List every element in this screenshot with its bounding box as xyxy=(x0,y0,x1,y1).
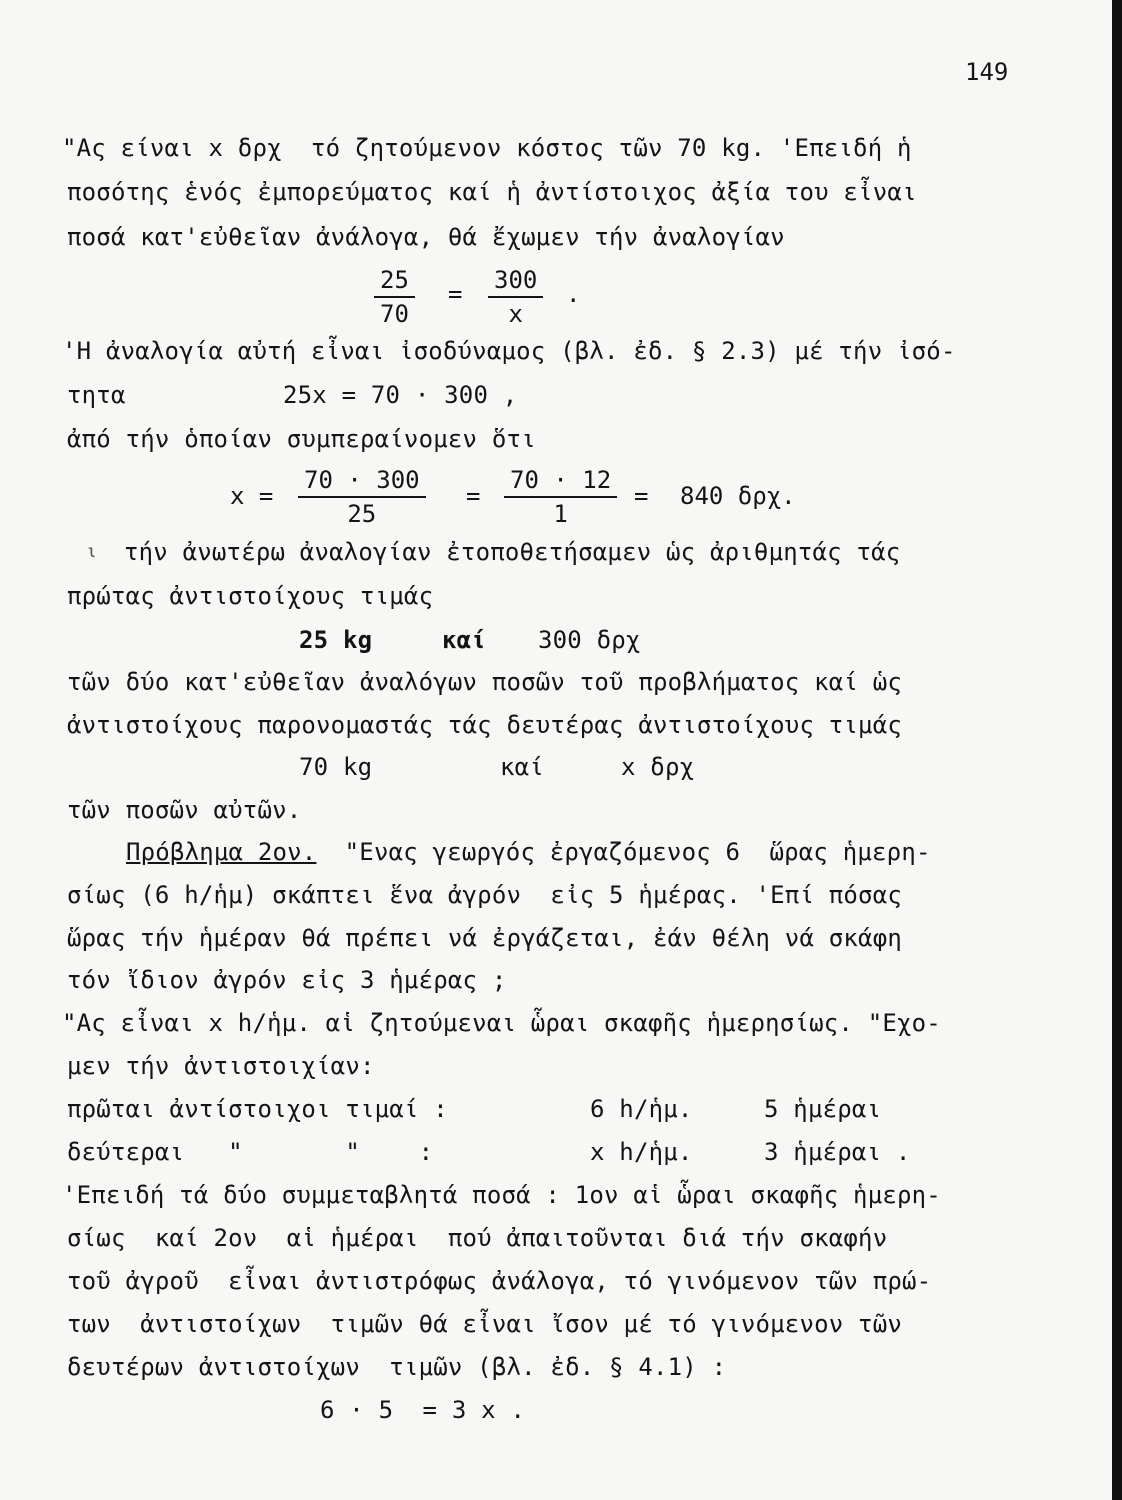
stray-mark: ι xyxy=(86,541,98,562)
text-line-14: τῶν ποσῶν αὐτῶν. xyxy=(67,796,302,824)
text-line-8: τήν ἀνωτέρω ἀναλογίαν ἐτοποθετήσαμεν ὡς ἀριθμητάς τάς xyxy=(124,538,901,566)
eq1-fraction-right xyxy=(488,266,543,328)
eq2-frac1-denominator: 25 xyxy=(347,500,377,528)
eq2-fraction-2 xyxy=(504,466,617,528)
eq2-fraction-1 xyxy=(298,466,426,528)
table-row-1-days: 5 ἡμέραι xyxy=(764,1095,882,1123)
text-line-15: "Ενας γεωργός ἐργαζόμενος 6 ὥρας ἡμερη- xyxy=(330,838,931,866)
eq1-frac2-numerator: 300 xyxy=(488,266,543,298)
text-line-18: τόν ἴδιον ἀγρόν εἰς 3 ἡμέρας ; xyxy=(67,966,507,994)
text-line-26: των ἀντιστοίχων τιμῶν θά εἶναι ἴσον μέ τό γινόμενον τῶν xyxy=(67,1310,903,1338)
text-line-13-a: 70 kg xyxy=(299,753,373,781)
text-line-9: πρώτας ἀντιστοίχους τιμάς xyxy=(67,582,434,610)
eq1-end-dot: . xyxy=(566,280,581,308)
table-row-2-days: 3 ἡμέραι . xyxy=(764,1138,911,1166)
table-row-2-label: δεύτεραι " " : xyxy=(67,1138,434,1166)
text-line-11: τῶν δύο κατ'εὐθεῖαν ἀναλόγων ποσῶν τοῦ προβλήματος καί ὡς xyxy=(67,668,903,696)
text-line-25: τοῦ ἀγροῦ εἶναι ἀντιστρόφως ἀνάλογα, τό γινόμενον τῶν πρώ- xyxy=(67,1267,932,1295)
eq1-frac2-denominator: x xyxy=(508,300,523,328)
text-line-13-c: x δρχ xyxy=(621,753,695,781)
eq2-equals-a: = xyxy=(466,482,481,510)
text-line-2: ποσότης ἑνός ἐμπορεύματος καί ἡ ἀντίστοιχος ἀξία του εἶναι xyxy=(67,178,917,206)
text-line-17: ὥρας τήν ἡμέραν θά πρέπει νά ἐργάζεται, ἐάν θέλη νά σκάφη xyxy=(67,924,903,952)
text-line-10-c: 300 δρχ xyxy=(538,626,641,654)
text-line-19: "Ας εἶναι x h/ἡμ. αἱ ζητούμεναι ὧραι σκαφῆς ἡμερησίως. "Εχο- xyxy=(62,1009,941,1037)
eq2-result: 840 δρχ. xyxy=(680,482,796,510)
text-line-20: μεν τήν ἀντιστοιχίαν: xyxy=(67,1052,375,1080)
table-row-1-hours: 6 h/ἡμ. xyxy=(590,1095,693,1123)
text-line-1: "Ας είναι x δρχ τό ζητούμενον κόστος τῶν 70 kg. 'Επειδή ἡ xyxy=(62,134,912,162)
eq1-frac1-numerator: 25 xyxy=(374,266,415,298)
table-row-2-hours: x h/ἡμ. xyxy=(590,1138,693,1166)
eq1-equals: = xyxy=(448,280,463,308)
eq2-lhs: x = xyxy=(230,482,274,510)
text-line-5-equation: 25x = 70 · 300 , xyxy=(283,381,518,409)
text-line-10-a: 25 kg xyxy=(299,626,373,654)
table-row-1-label: πρῶται ἀντίστοιχοι τιμαί : xyxy=(67,1095,448,1123)
text-line-28-equation: 6 · 5 = 3 x . xyxy=(320,1396,526,1424)
eq1-fraction-left xyxy=(374,266,415,328)
eq2-frac2-denominator: 1 xyxy=(553,500,568,528)
page-number: 149 xyxy=(965,58,1009,86)
text-line-13-b: καί xyxy=(500,753,544,781)
scan-edge xyxy=(1112,0,1122,1500)
eq1-frac1-denominator: 70 xyxy=(380,300,409,328)
eq2-frac2-numerator: 70 · 12 xyxy=(504,466,617,498)
text-line-12: ἀντιστοίχους παρονομαστάς τάς δευτέρας ἀντιστοίχους τιμάς xyxy=(67,711,903,739)
text-line-4: 'Η ἀναλογία αὐτή εἶναι ἰσοδύναμος (βλ. ἐδ. § 2.3) μέ τήν ἰσό- xyxy=(62,337,956,365)
eq2-equals-b: = xyxy=(634,482,649,510)
text-line-5-label: τητα xyxy=(67,381,126,409)
text-line-24: σίως καί 2ον αἱ ἡμέραι πού ἀπαιτοῦνται διά τήν σκαφήν xyxy=(67,1224,888,1252)
text-line-23: 'Επειδή τά δύο συμμεταβλητά ποσά : 1ον αἱ ὧραι σκαφῆς ἡμερη- xyxy=(62,1181,941,1209)
text-line-3: ποσά κατ'εὐθεῖαν ἀνάλογα, θά ἔχωμεν τήν ἀναλογίαν xyxy=(67,223,785,251)
eq2-frac1-numerator: 70 · 300 xyxy=(298,466,426,498)
text-line-16: σίως (6 h/ἡμ) σκάπτει ἕνα ἀγρόν εἰς 5 ἡμέρας. 'Επί πόσας xyxy=(67,881,903,909)
text-line-6: ἀπό τήν ὁποίαν συμπεραίνομεν ὅτι xyxy=(67,425,536,453)
problem-heading: Πρόβλημα 2ον. xyxy=(126,838,317,866)
text-line-10-b: καί xyxy=(442,626,486,654)
text-line-27: δευτέρων ἀντιστοίχων τιμῶν (βλ. ἐδ. § 4.1) : xyxy=(67,1353,727,1381)
